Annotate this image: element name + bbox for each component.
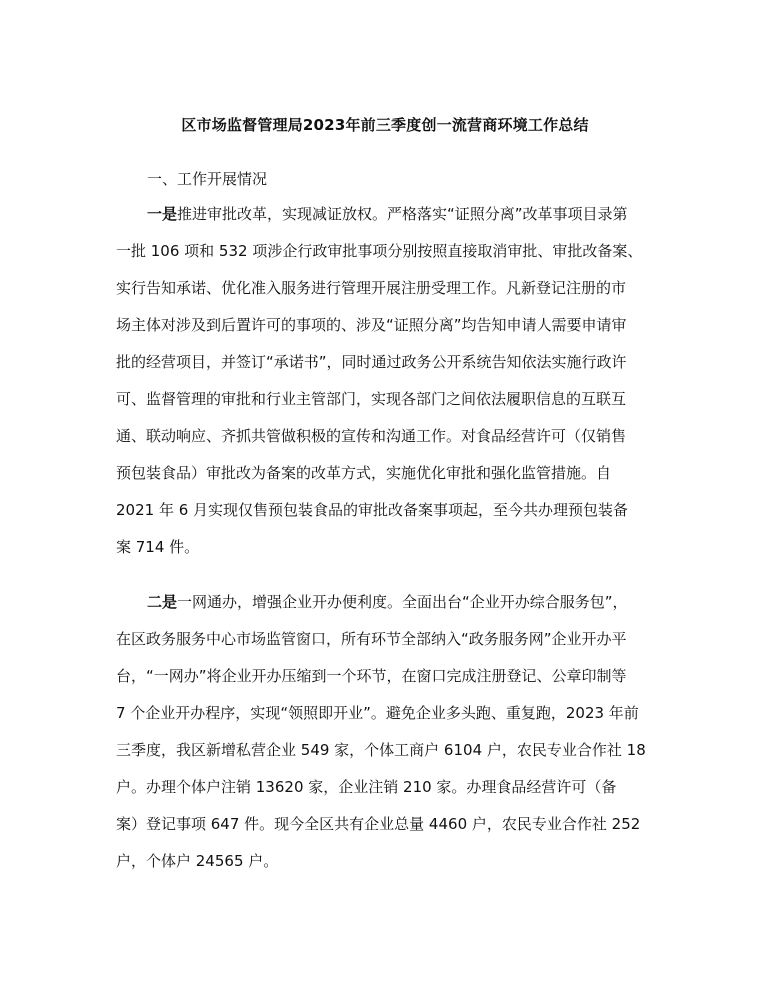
paragraph-text: 推进审批改革，实现减证放权。严格落实“证照分离”改革事项目录第 bbox=[177, 205, 628, 223]
paragraph-line bbox=[116, 196, 658, 233]
paragraph-line bbox=[116, 584, 658, 621]
paragraph-line: 户。办理个体户注销 13620 家，企业注销 210 家。办理食品经营许可（备 bbox=[116, 778, 617, 796]
paragraph-text: 一网通办，增强企业开办便利度。全面出台“企业开办综合服务包”， bbox=[177, 593, 628, 611]
paragraph-line: 场主体对涉及到后置许可的事项的、涉及“证照分离”均告知申请人需要申请审 bbox=[116, 316, 627, 334]
paragraph-line: 批的经营项目，并签订“承诺书”，同时通过政务公开系统告知依法实施行政许 bbox=[116, 353, 627, 371]
paragraph-line: 一批 106 项和 532 项涉企行政审批事项分别按照直接取消审批、审批改备案、 bbox=[116, 242, 643, 260]
paragraph-line: 台，“一网办”将企业开办压缩到一个环节，在窗口完成注册登记、公章印制等 bbox=[116, 667, 627, 685]
paragraph-line: 三季度，我区新增私营企业 549 家，个体工商户 6104 户，农民专业合作社 18 bbox=[116, 741, 646, 759]
section-heading: 一、工作开展情况 bbox=[147, 170, 268, 188]
paragraph-line: 案）登记事项 647 件。现今全区共有企业总量 4460 户，农民专业合作社 252 bbox=[116, 815, 641, 833]
paragraph-line: 案 714 件。 bbox=[116, 538, 200, 556]
paragraph-lead: 二是 bbox=[147, 593, 178, 611]
paragraph-2 bbox=[116, 584, 658, 880]
paragraph-line: 2021 年 6 月实现仅售预包装食品的审批改备案事项起，至今共办理预包装备 bbox=[116, 501, 629, 519]
paragraph-line: 可、监督管理的审批和行业主管部门，实现各部门之间依法履职信息的互联互 bbox=[116, 390, 627, 408]
paragraph-line: 通、联动响应、齐抓共管做积极的宣传和沟通工作。对食品经营许可（仅销售 bbox=[116, 427, 627, 445]
paragraph-line: 预包装食品）审批改为备案的改革方式，实施优化审批和强化监管措施。自 bbox=[116, 464, 612, 482]
document-title: 区市场监督管理局2023年前三季度创一流营商环境工作总结 bbox=[181, 116, 589, 134]
paragraph-line: 实行告知承诺、优化准入服务进行管理开展注册受理工作。凡新登记注册的市 bbox=[116, 279, 627, 297]
paragraph-line: 户，个体户 24565 户。 bbox=[116, 852, 279, 870]
paragraph-line: 在区政务服务中心市场监管窗口，所有环节全部纳入“政务服务网”企业开办平 bbox=[116, 630, 627, 648]
paragraph-lead: 一是 bbox=[147, 205, 178, 223]
paragraph-line: 7 个企业开办程序，实现“领照即开业”。避免企业多头跑、重复跑，2023 年前 bbox=[116, 704, 639, 722]
paragraph-1 bbox=[116, 196, 658, 566]
